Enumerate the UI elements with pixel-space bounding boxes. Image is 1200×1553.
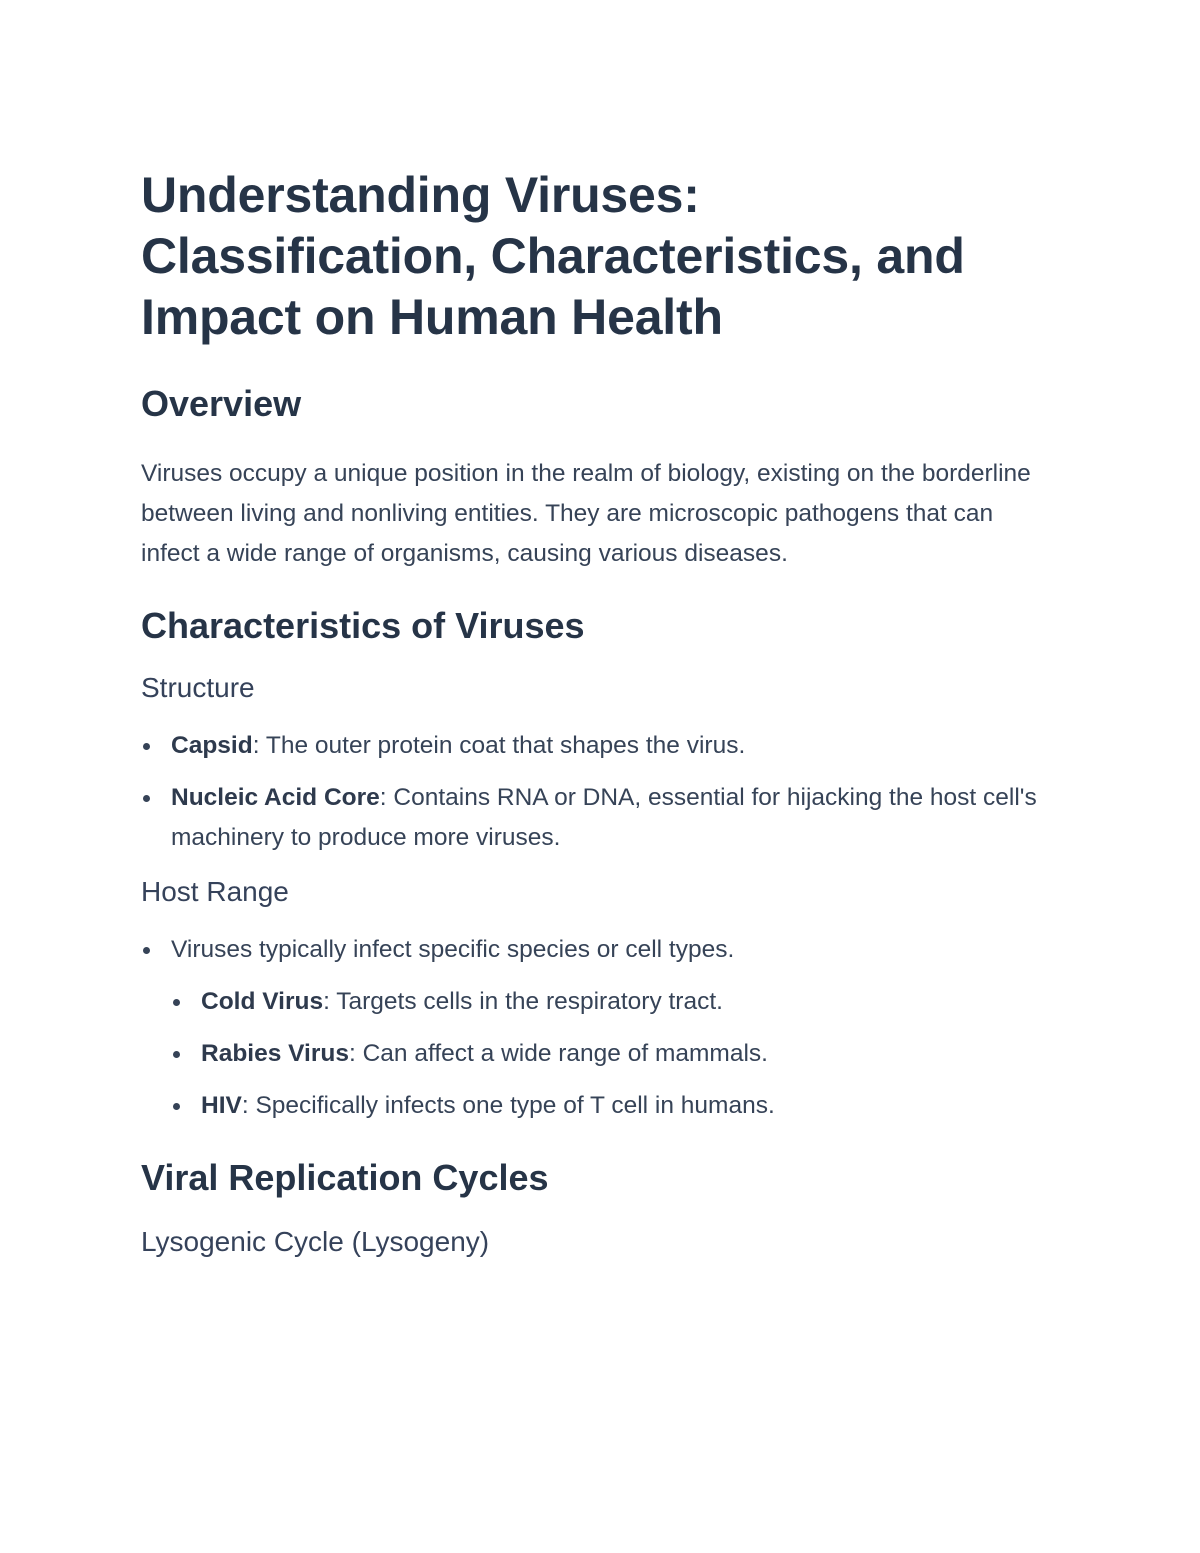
document-title: Understanding Viruses: Classification, Characteristics, and Impact on Human Health (141, 167, 965, 345)
structure-list (141, 726, 1041, 858)
overview-heading: Overview (141, 383, 302, 424)
list-item-term: Capsid (171, 732, 253, 759)
list-item (171, 1086, 1041, 1126)
list-item-text: : Specifically infects one type of T cell in humans. (241, 1092, 775, 1119)
replication-heading: Viral Replication Cycles (141, 1157, 549, 1198)
document-page (141, 165, 1041, 1260)
list-item-text: : Targets cells in the respiratory tract. (323, 988, 723, 1015)
list-item-term: Rabies Virus (201, 1040, 349, 1067)
bullet-icon (173, 1103, 180, 1110)
list-item (141, 726, 1041, 766)
bullet-icon (173, 1051, 180, 1058)
list-item-text: : Contains RNA or DNA, essential for hijacking the host cell's machinery to produce more viruses. (171, 784, 1037, 851)
list-item (141, 930, 1041, 1126)
list-item (171, 1034, 1041, 1074)
characteristics-heading: Characteristics of Viruses (141, 605, 585, 646)
bullet-icon (173, 999, 180, 1006)
bullet-icon (143, 795, 150, 802)
bullet-icon (143, 947, 150, 954)
overview-paragraph: Viruses occupy a unique position in the realm of biology, existing on the borderline between living and nonliving entities. They are microscopic pathogens that can infect a wide range of organisms, causing various diseases. (141, 460, 1031, 567)
list-item-text: : The outer protein coat that shapes the virus. (252, 732, 746, 759)
lysogenic-heading: Lysogenic Cycle (Lysogeny) (141, 1226, 490, 1257)
list-item-text: Viruses typically infect specific species or cell types. (171, 936, 735, 963)
list-item-text: : Can affect a wide range of mammals. (348, 1040, 768, 1067)
bullet-icon (143, 743, 150, 750)
host-range-list (141, 930, 1041, 1126)
host-range-examples (171, 982, 1041, 1126)
list-item-term: Cold Virus (201, 988, 324, 1015)
list-item (171, 982, 1041, 1022)
structure-heading: Structure (141, 672, 255, 703)
list-item-term: HIV (201, 1092, 242, 1119)
list-item-term: Nucleic Acid Core (171, 784, 380, 811)
host-range-heading: Host Range (141, 876, 289, 907)
list-item (141, 778, 1041, 858)
